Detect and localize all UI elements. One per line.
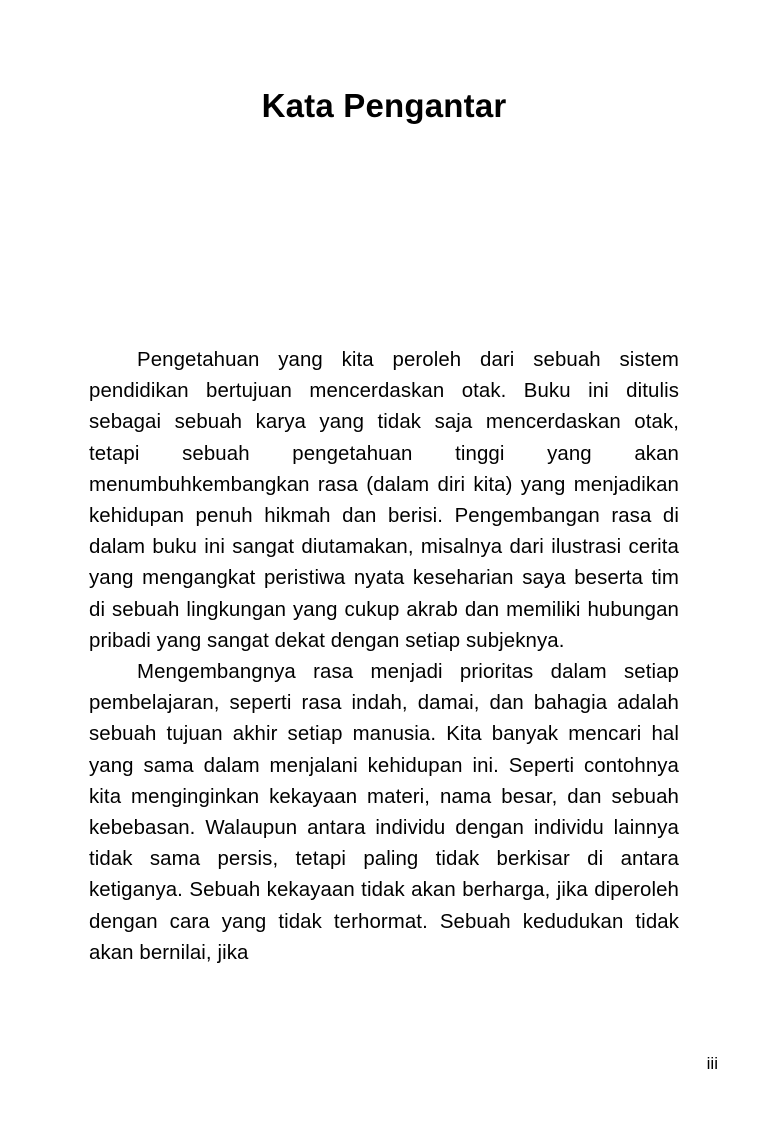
page-number: iii bbox=[706, 1054, 718, 1073]
paragraph-1: Pengetahuan yang kita peroleh dari sebuah sistem pendidikan bertujuan mencerdaskan otak. Buku ini ditulis sebagai sebuah karya yang tidak saja mencerdaskan otak, tetapi sebuah pengetahuan tinggi yang akan menumbuhkembangkan rasa (dalam diri kita) yang menjadikan kehidupan penuh hikmah dan berisi. Pengembangan rasa di dalam buku ini sangat diutamakan, misalnya dari ilustrasi cerita yang mengangkat peristiwa nyata keseharian saya beserta tim di sebuah lingkungan yang cukup akrab dan memiliki hubungan pribadi yang sangat dekat dengan setiap subjeknya. bbox=[89, 349, 679, 652]
paragraph-2: Mengembangnya rasa menjadi prioritas dalam setiap pembelajaran, seperti rasa indah, damai, dan bahagia adalah sebuah tujuan akhir setiap manusia. Kita banyak mencari hal yang sama dalam menjalani kehidupan ini. Seperti contohnya kita menginginkan kekayaan materi, nama besar, dan sebuah kebebasan. Walaupun antara individu dengan individu lainnya tidak sama persis, tetapi paling tidak berkisar di antara ketiganya. Sebuah kekayaan tidak akan berharga, jika diperoleh dengan cara yang tidak terhormat. Sebuah kedudukan tidak akan bernilai, jika bbox=[89, 661, 679, 964]
body-text bbox=[89, 345, 679, 969]
page-title: Kata Pengantar bbox=[261, 87, 507, 124]
